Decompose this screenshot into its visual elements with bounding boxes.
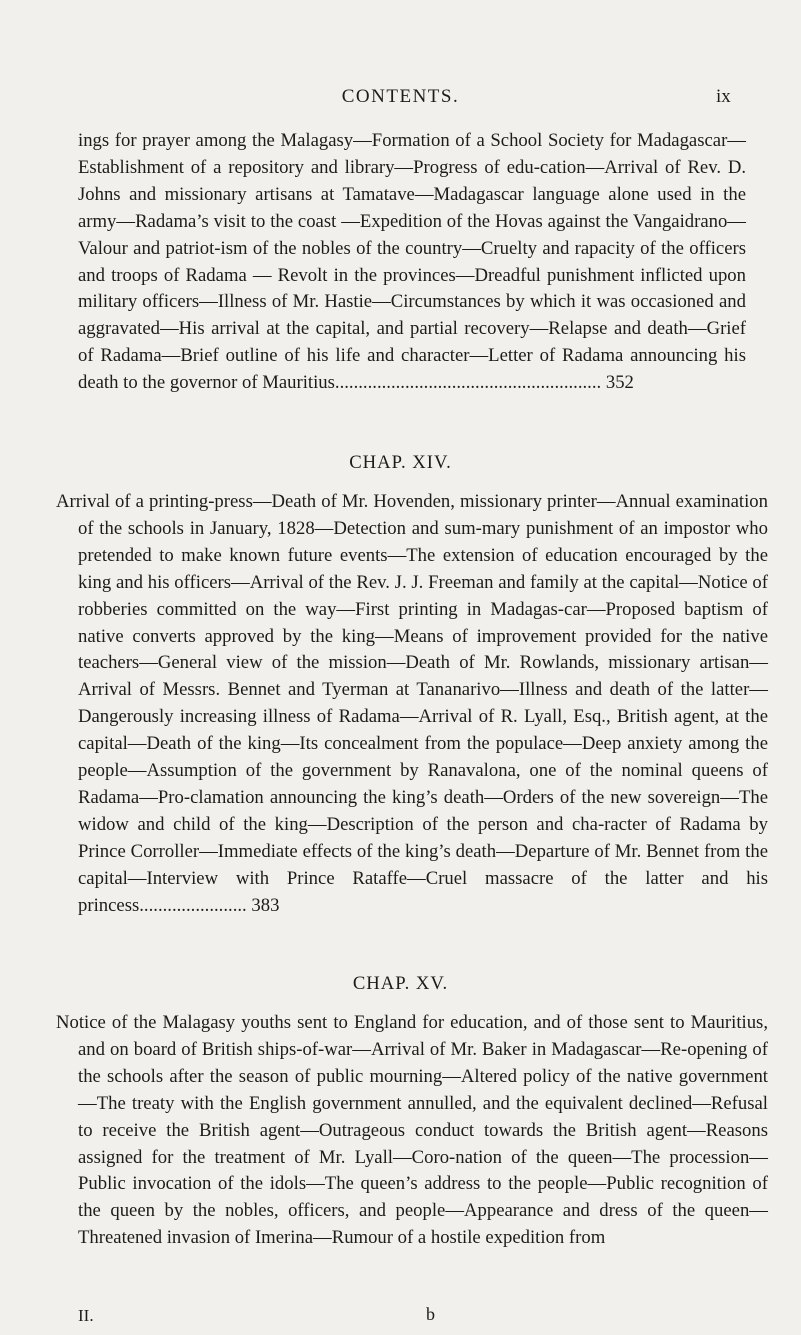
dot-leader: ....................... bbox=[139, 894, 247, 916]
entry-text: Notice of the Malagasy youths sent to England for education, and of those sent to Mauritius, and on board of British ships-of-war—Arrival of Mr. Baker in Madagascar—Re-opening of the schools after the season of public mourning—Altered policy of the native government—The treaty with the English government annulled, and the equivalent declined—Refusal to receive the British agent—Outrageous conduct towards the British agent—Reasons assigned for the treatment of Mr. Lyall—Coro-nation of the queen—The procession—Public invocation of the idols—The queen’s address to the people—Public recognition of the queen by the nobles, officers, and people—Appearance and dress of the queen—Threatened invasion of Imerina—Rumour of a hostile expedition from bbox=[56, 1012, 768, 1249]
entry-page-number: 352 bbox=[605, 372, 634, 394]
entry-page-number: 383 bbox=[251, 894, 280, 916]
volume-mark: II. bbox=[78, 1306, 94, 1325]
entry-text: Arrival of a printing-press—Death of Mr. Hovenden, missionary printer—Annual examination of the schools in January, 1828—Detection and sum-mary punishment of an impostor who pretended to make known future events—The extension of education encouraged by the king and his officers—Arrival of the Rev. J. J. Freeman and family at the capital—Notice of robberies committed on the way—First printing in Madagas-car—Proposed baptism of native converts approved by the king—Means of improvement provided for the native teachers—General view of the mission—Death of Mr. Rowlands, missionary artisan—Arrival of Messrs. Bennet and Tyerman at Tananarivo—Illness and death of the latter—Dangerously increasing illness of Radama—Arrival of R. Lyall, Esq., British agent, at the capital—Death of the king—Its concealment from the populace—Deep anxiety among the people—Assumption of the government by Ranavalona, one of the nominal queens of Radama—Pro-clamation announcing the king’s death—Orders of the new sovereign—The widow and child of the king—Description of the person and cha-racter of Radama by Prince Corroller—Immediate effects of the king’s death—Departure of Mr. Bennet from the capital—Interview with Prince Rataffe—Cruel massacre of the latter and his princess bbox=[56, 491, 768, 916]
chapter-heading-xv: CHAP. XV. bbox=[352, 973, 449, 994]
contents-entry-chap-xiii-continued bbox=[78, 128, 746, 397]
chapter-heading-xiv: CHAP. XIV. bbox=[349, 452, 452, 473]
signature-mark: b bbox=[426, 1304, 435, 1324]
running-title: CONTENTS. bbox=[341, 86, 460, 107]
dot-leader: ......................................................... bbox=[334, 372, 602, 394]
contents-entry-chap-xv bbox=[56, 1010, 768, 1252]
contents-entry-chap-xiv bbox=[56, 489, 768, 920]
page-number: ix bbox=[716, 86, 731, 107]
entry-text: ings for prayer among the Malagasy—Formation of a School Society for Madagascar—Establishment of a repository and library—Progress of edu-cation—Arrival of Rev. D. Johns and missionary artisans at Tamatave—Madagascar language alone used in the army—Radama’s visit to the coast —Expedition of the Hovas against the Vangaidrano—Valour and patriot-ism of the nobles of the country—Cruelty and rapacity of the officers and troops of Radama — Revolt in the provinces—Dreadful punishment inflicted upon military officers—Illness of Mr. Hastie—Circumstances by which it was occasioned and aggravated—His arrival at the capital, and partial recovery—Relapse and death—Grief of Radama—Brief outline of his life and character—Letter of Radama announcing his death to the governor of Mauritius bbox=[78, 130, 746, 394]
